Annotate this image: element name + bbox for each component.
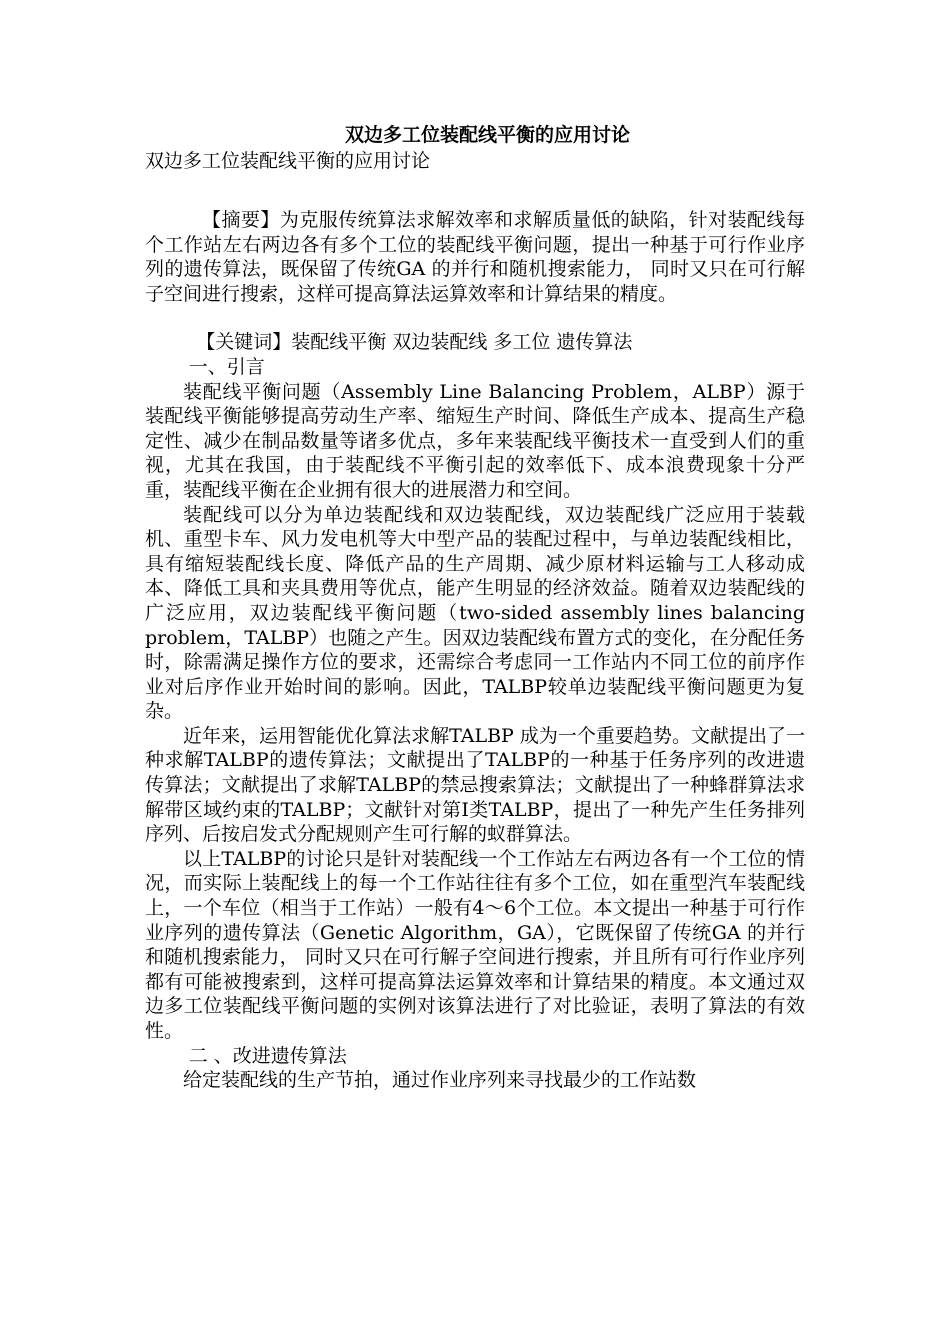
body-paragraph: 装配线平衡问题（Assembly Line Balancing Problem，ALBP）源于装配线平衡能够提高劳动生产率、缩短生产时间、降低生产成本、提高生产稳定性、减少在制品数量等诸多优点，多年来装配线平衡技术一直受到人们的重视，尤其在我国，由于装配线不平衡引起的效率低下、成本浪费现象十分严重，装配线平衡在企业拥有很大的进展潜力和空间。 — [145, 380, 805, 501]
body-paragraph: 近年来，运用智能优化算法求解TALBP 成为一个重要趋势。文献提出了一种求解TALBP的遗传算法；文献提出了TALBP的一种基于任务序列的改进遗传算法；文献提出了求解TALBP的禁忌搜索算法；文献提出了一种蜂群算法求解带区域约束的TALBP；文献针对第Ⅰ类TALBP，提出了一种先产生任务排列序列、后按启发式分配规则产生可行解的蚁群算法。 — [145, 724, 805, 846]
document-title: 双边多工位装配线平衡的应用讨论 — [344, 124, 630, 146]
body-paragraph: 以上TALBP的讨论只是针对装配线一个工作站左右两边各有一个工位的情况，而实际上装配线上的每一个工作站往往有多个工位，如在重型汽车装配线上，一个车位（相当于工作站）一般有4～6个工位。本文提出一种基于可行作业序列的遗传算法（Genetic Algorithm，GA），它既保留了传统GA 的并行和随机搜索能力， 同时又只在可行解子空间进行搜索，并且所有可行作业序列都有可能被搜索到，这样可提高算法运算效率和计算结果的精度。本文通过双边多工位装配线平衡问题的实例对该算法进行了对比验证，表明了算法的有效性。 — [145, 847, 805, 1042]
document-subtitle: 双边多工位装配线平衡的应用讨论 — [145, 150, 431, 172]
body-paragraph: 给定装配线的生产节拍，通过作业序列来寻找最少的工作站数 — [183, 1069, 697, 1092]
document-page — [145, 122, 805, 1093]
body-paragraph: 装配线可以分为单边装配线和双边装配线，双边装配线广泛应用于装载机、重型卡车、风力发电机等大中型产品的装配过程中，与单边装配线相比，具有缩短装配线长度、降低产品的生产周期、减少原材料运输与工人移动成本、降低工具和夹具费用等优点，能产生明显的经济效益。随着双边装配线的广泛应用，双边装配线平衡问题（two-sided assembly lines balancing problem，TALBP）也随之产生。因双边装配线布置方式的变化，在分配任务时，除需满足操作方位的要求，还需综合考虑同一工作站内不同工位的前序作业对后序作业开始时间的影响。因此，TALBP较单边装配线平衡问题更为复杂。 — [145, 503, 805, 723]
keywords-line: 【关键词】装配线平衡 双边装配线 多工位 遗传算法 — [196, 331, 633, 354]
abstract-paragraph: 【摘要】为克服传统算法求解效率和求解质量低的缺陷，针对装配线每个工作站左右两边各有多个工位的装配线平衡问题，提出一种基于可行作业序列的遗传算法，既保留了传统GA 的并行和随机搜索能力， 同时又只在可行解子空间进行搜索，这样可提高算法运算效率和计算结果的精度。 — [145, 209, 805, 305]
section-heading-introduction: 一、引言 — [188, 355, 265, 378]
section-heading-improved-ga: 二 、改进遗传算法 — [188, 1044, 347, 1067]
